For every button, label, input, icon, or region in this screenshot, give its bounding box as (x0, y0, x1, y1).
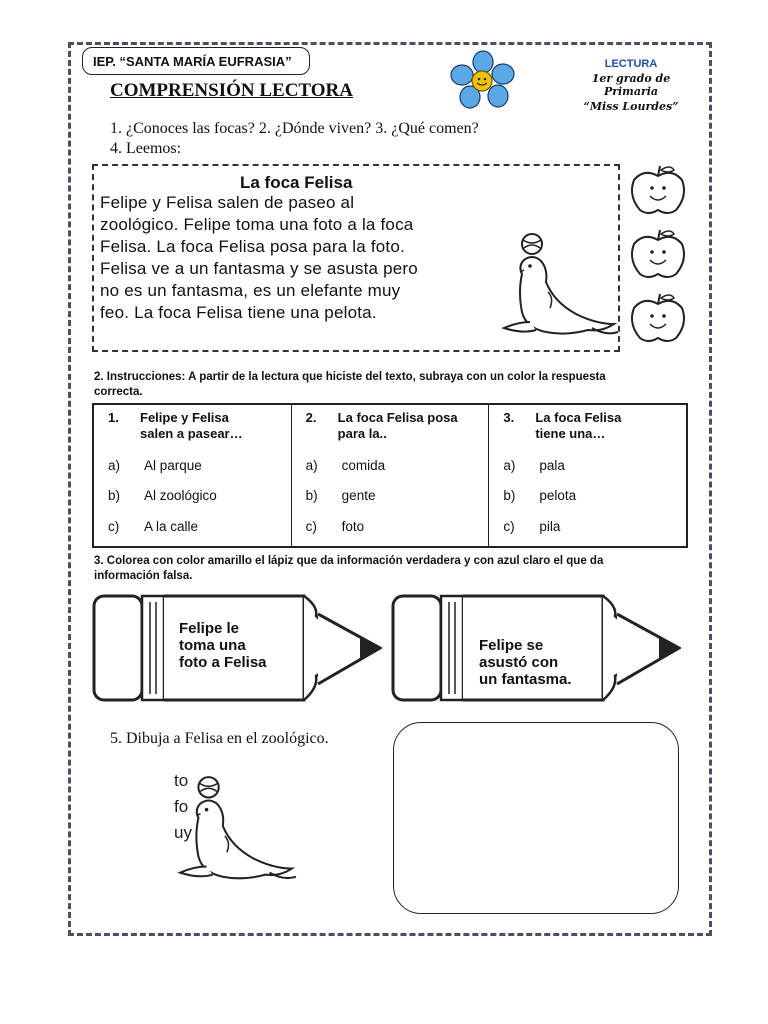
seal-with-ball-icon (172, 768, 300, 896)
answer-option[interactable] (306, 519, 365, 534)
apple-face-icon (628, 164, 688, 216)
options-column (488, 405, 686, 546)
answer-option[interactable] (306, 458, 386, 473)
question-text-line: La foca Felisa posa (337, 410, 458, 425)
section3-instruction-line: información falsa. (94, 570, 193, 582)
answer-option[interactable] (503, 519, 560, 534)
option-text: gente (341, 488, 376, 503)
section2-instructions (94, 370, 694, 400)
story-line: Felipe y Felisa salen de paseo al (100, 193, 355, 212)
option-text: Al zoológico (144, 488, 217, 503)
pencil-statement-line: Felipe se (479, 637, 544, 654)
section5-instruction: 5. Dibuja a Felisa en el zoológico. (110, 730, 329, 747)
question-text-line: Felipe y Felisa (140, 410, 229, 425)
question-text-line: tiene una… (535, 426, 606, 441)
question-number: 2. (305, 410, 317, 425)
pencil-statement-line: asustó con (479, 654, 559, 671)
question-text-line: salen a pasear… (140, 426, 243, 441)
option-text: foto (341, 519, 365, 534)
option-letter: a) (108, 458, 121, 473)
option-text: A la calle (144, 519, 199, 534)
option-letter: a) (503, 458, 516, 473)
options-column (94, 405, 291, 546)
option-letter: b) (108, 488, 121, 503)
answer-option[interactable] (306, 488, 376, 503)
subject-label: LECTURA (604, 58, 658, 70)
story-line: Felisa. La foca Felisa posa para la foto. (100, 237, 405, 256)
option-letter: c) (503, 519, 515, 534)
drawing-area[interactable] (393, 722, 679, 914)
answer-option[interactable] (108, 488, 217, 503)
teacher-label: “Miss Lourdes” (583, 100, 679, 113)
story-line: feo. La foca Felisa tiene una pelota. (100, 303, 377, 322)
question-heading (306, 410, 458, 442)
story-line: no es un fantasma, es un elefante muy (100, 281, 401, 300)
options-table (92, 403, 688, 548)
option-text: pila (539, 519, 561, 534)
cropped-text: uy (174, 823, 192, 842)
pencil-statement-line: toma una (179, 637, 246, 654)
option-text: comida (341, 458, 386, 473)
question-number: 3. (503, 410, 515, 425)
answer-option[interactable] (108, 458, 202, 473)
pencil-statement (179, 620, 267, 671)
cropped-text: to (174, 771, 189, 790)
grade-label: 1er grado de Primaria (591, 72, 671, 98)
question-heading (108, 410, 243, 442)
pencil-statement-line: un fantasma. (479, 671, 572, 688)
story-title: La foca Felisa (240, 173, 353, 192)
school-name: IEP. “SANTA MARÍA EUFRASIA” (82, 47, 310, 75)
question-heading (503, 410, 621, 442)
option-letter: b) (503, 488, 516, 503)
pencil-statement-line: Felipe le (179, 620, 240, 637)
answer-option[interactable] (503, 458, 565, 473)
question-text (338, 410, 458, 442)
cropped-text: fo (174, 797, 189, 816)
question-text (140, 410, 243, 442)
flower-icon (448, 50, 518, 112)
option-letter: c) (108, 519, 120, 534)
option-letter: c) (305, 519, 317, 534)
option-text: pala (539, 458, 565, 473)
pencil-statement (479, 637, 572, 688)
questions-line-1: 1. ¿Conoces las focas? 2. ¿Dónde viven? 3. ¿Qué comen? (110, 120, 479, 137)
option-letter: a) (305, 458, 318, 473)
option-text: Al parque (144, 458, 202, 473)
story-line: Felisa ve a un fantasma y se asusta pero (100, 259, 418, 278)
apple-face-icon (628, 292, 688, 344)
header-info (566, 58, 696, 113)
options-column (291, 405, 489, 546)
section3-instructions (94, 554, 694, 584)
story-line: zoológico. Felipe toma una foto a la foca (100, 215, 414, 234)
question-number: 1. (108, 410, 119, 425)
option-letter: b) (305, 488, 318, 503)
question-text (535, 410, 621, 442)
apple-face-icon (628, 228, 688, 280)
answer-option[interactable] (108, 519, 198, 534)
section2-instruction-line: correcta. (94, 386, 143, 398)
question-text-line: para la.. (337, 426, 387, 441)
answer-option[interactable] (503, 488, 576, 503)
question-text-line: La foca Felisa (535, 410, 622, 425)
pencil-statement-line: foto a Felisa (179, 654, 267, 671)
page-title: COMPRENSIÓN LECTORA (110, 80, 353, 101)
option-text: pelota (539, 488, 577, 503)
questions-line-2: 4. Leemos: (110, 140, 182, 157)
section3-instruction-line: 3. Colorea con color amarillo el lápiz que da información verdadera y con azul claro el que da (94, 555, 604, 567)
section2-instruction-line: 2. Instrucciones: A partir de la lectura que hiciste del texto, subraya con un color la respuesta (94, 371, 606, 383)
seal-with-ball-icon (496, 232, 622, 344)
